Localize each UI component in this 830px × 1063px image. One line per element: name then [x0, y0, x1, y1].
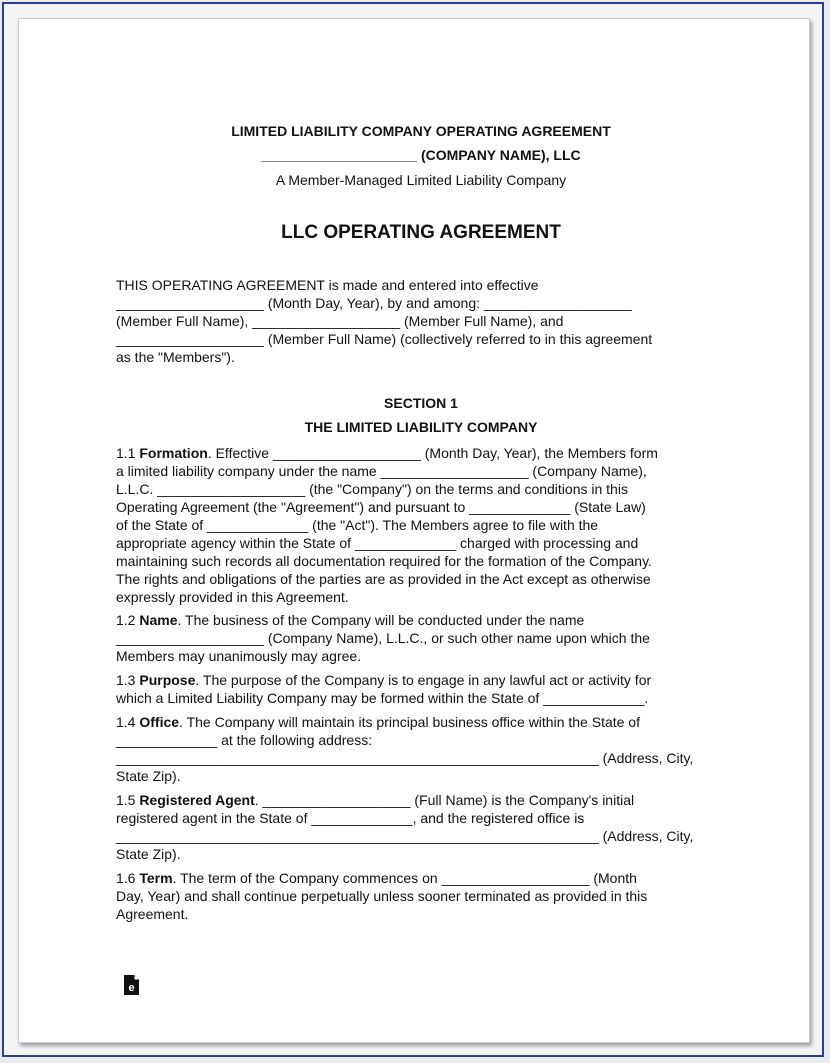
clause-line: State Zip). [116, 846, 181, 862]
intro-line: as the "Members"). [116, 349, 235, 365]
clause-number: 1.2 [116, 612, 136, 628]
intro-line: (Member Full Name), ___________________ (Member Full Name), and [116, 313, 564, 329]
clause-first-line [116, 869, 726, 887]
clause-first-line [116, 791, 726, 809]
clause-formation [116, 444, 726, 606]
clause-number: 1.3 [116, 672, 136, 688]
clause-text: . Effective ___________________ (Month Day, Year), the Members form [207, 445, 658, 461]
clause-number: 1.4 [116, 714, 136, 730]
clause-term [116, 869, 726, 923]
clause-heading: Term [139, 870, 173, 886]
clause-first-line [116, 444, 726, 462]
clause-first-line [116, 671, 726, 689]
clause-line: Members may unanimously may agree. [116, 648, 362, 664]
clause-line: Operating Agreement (the "Agreement") and pursuant to _____________ (State Law) [116, 499, 646, 515]
clause-line: ______________________________________________________________ (Address, City, [116, 828, 694, 844]
clause-line: maintaining such records all documentation required for the formation of the Company. [116, 553, 652, 569]
clause-first-line [116, 713, 726, 731]
clause-line: ______________________________________________________________ (Address, City, [116, 750, 694, 766]
document-page [18, 18, 810, 1043]
viewer-frame [2, 2, 824, 1057]
clause-line: _____________ at the following address: [116, 732, 373, 748]
header-line-1: LIMITED LIABILITY COMPANY OPERATING AGREEMENT [231, 123, 611, 139]
logo-letter: e [128, 982, 135, 994]
section-number: SECTION 1 [384, 395, 458, 411]
clause-number: 1.6 [116, 870, 136, 886]
clause-office [116, 713, 726, 785]
clause-line: registered agent in the State of _____________, and the registered office is [116, 810, 585, 826]
clause-line: Day, Year) and shall continue perpetually unless sooner terminated as provided in this [116, 888, 648, 904]
clause-text: . The Company will maintain its principal business office within the State of [179, 714, 640, 730]
clause-text: . ___________________ (Full Name) is the Company's initial [254, 792, 635, 808]
clause-purpose [116, 671, 726, 707]
clause-heading: Name [139, 612, 178, 628]
intro-line: ___________________ (Member Full Name) (collectively referred to in this agreement [116, 331, 653, 347]
clause-line: expressly provided in this Agreement. [116, 589, 349, 605]
eforms-e-document-icon [123, 974, 140, 996]
clause-line: which a Limited Liability Company may be formed within the State of _____________. [116, 690, 649, 706]
header-line-2: ____________________ (COMPANY NAME), LLC [261, 147, 581, 163]
clause-heading: Registered Agent [139, 792, 255, 808]
clause-line: Agreement. [116, 906, 189, 922]
header-line-3: A Member-Managed Limited Liability Company [275, 172, 567, 188]
clause-line: appropriate agency within the State of _____________ charged with processing and [116, 535, 639, 551]
clause-heading: Formation [139, 445, 208, 461]
document-title: LLC OPERATING AGREEMENT [281, 222, 561, 243]
clause-text: . The purpose of the Company is to engage in any lawful act or activity for [195, 672, 652, 688]
clause-line: of the State of _____________ (the "Act"). The Members agree to file with the [116, 517, 599, 533]
clause-line: The rights and obligations of the parties are as provided in the Act except as otherwise [116, 571, 651, 587]
clause-number: 1.1 [116, 445, 136, 461]
intro-paragraph [116, 276, 726, 366]
clause-line: ___________________ (Company Name), L.L.C., or such other name upon which the [116, 630, 650, 646]
clause-line: L.L.C. ___________________ (the "Company") on the terms and conditions in this [116, 481, 628, 497]
clause-registered-agent [116, 791, 726, 863]
clause-heading: Office [139, 714, 180, 730]
section-title: THE LIMITED LIABILITY COMPANY [304, 419, 538, 435]
clause-heading: Purpose [139, 672, 196, 688]
clause-text: . The term of the Company commences on ___________________ (Month [172, 870, 637, 886]
intro-line: ___________________ (Month Day, Year), by and among: ___________________ [116, 295, 632, 311]
clause-line: a limited liability company under the name ___________________ (Company Name), [116, 463, 647, 479]
intro-line: THIS OPERATING AGREEMENT is made and entered into effective [116, 277, 539, 293]
clause-text: . The business of the Company will be conducted under the name [177, 612, 585, 628]
clause-line: State Zip). [116, 768, 181, 784]
clause-first-line [116, 611, 726, 629]
clause-number: 1.5 [116, 792, 136, 808]
clause-name [116, 611, 726, 665]
